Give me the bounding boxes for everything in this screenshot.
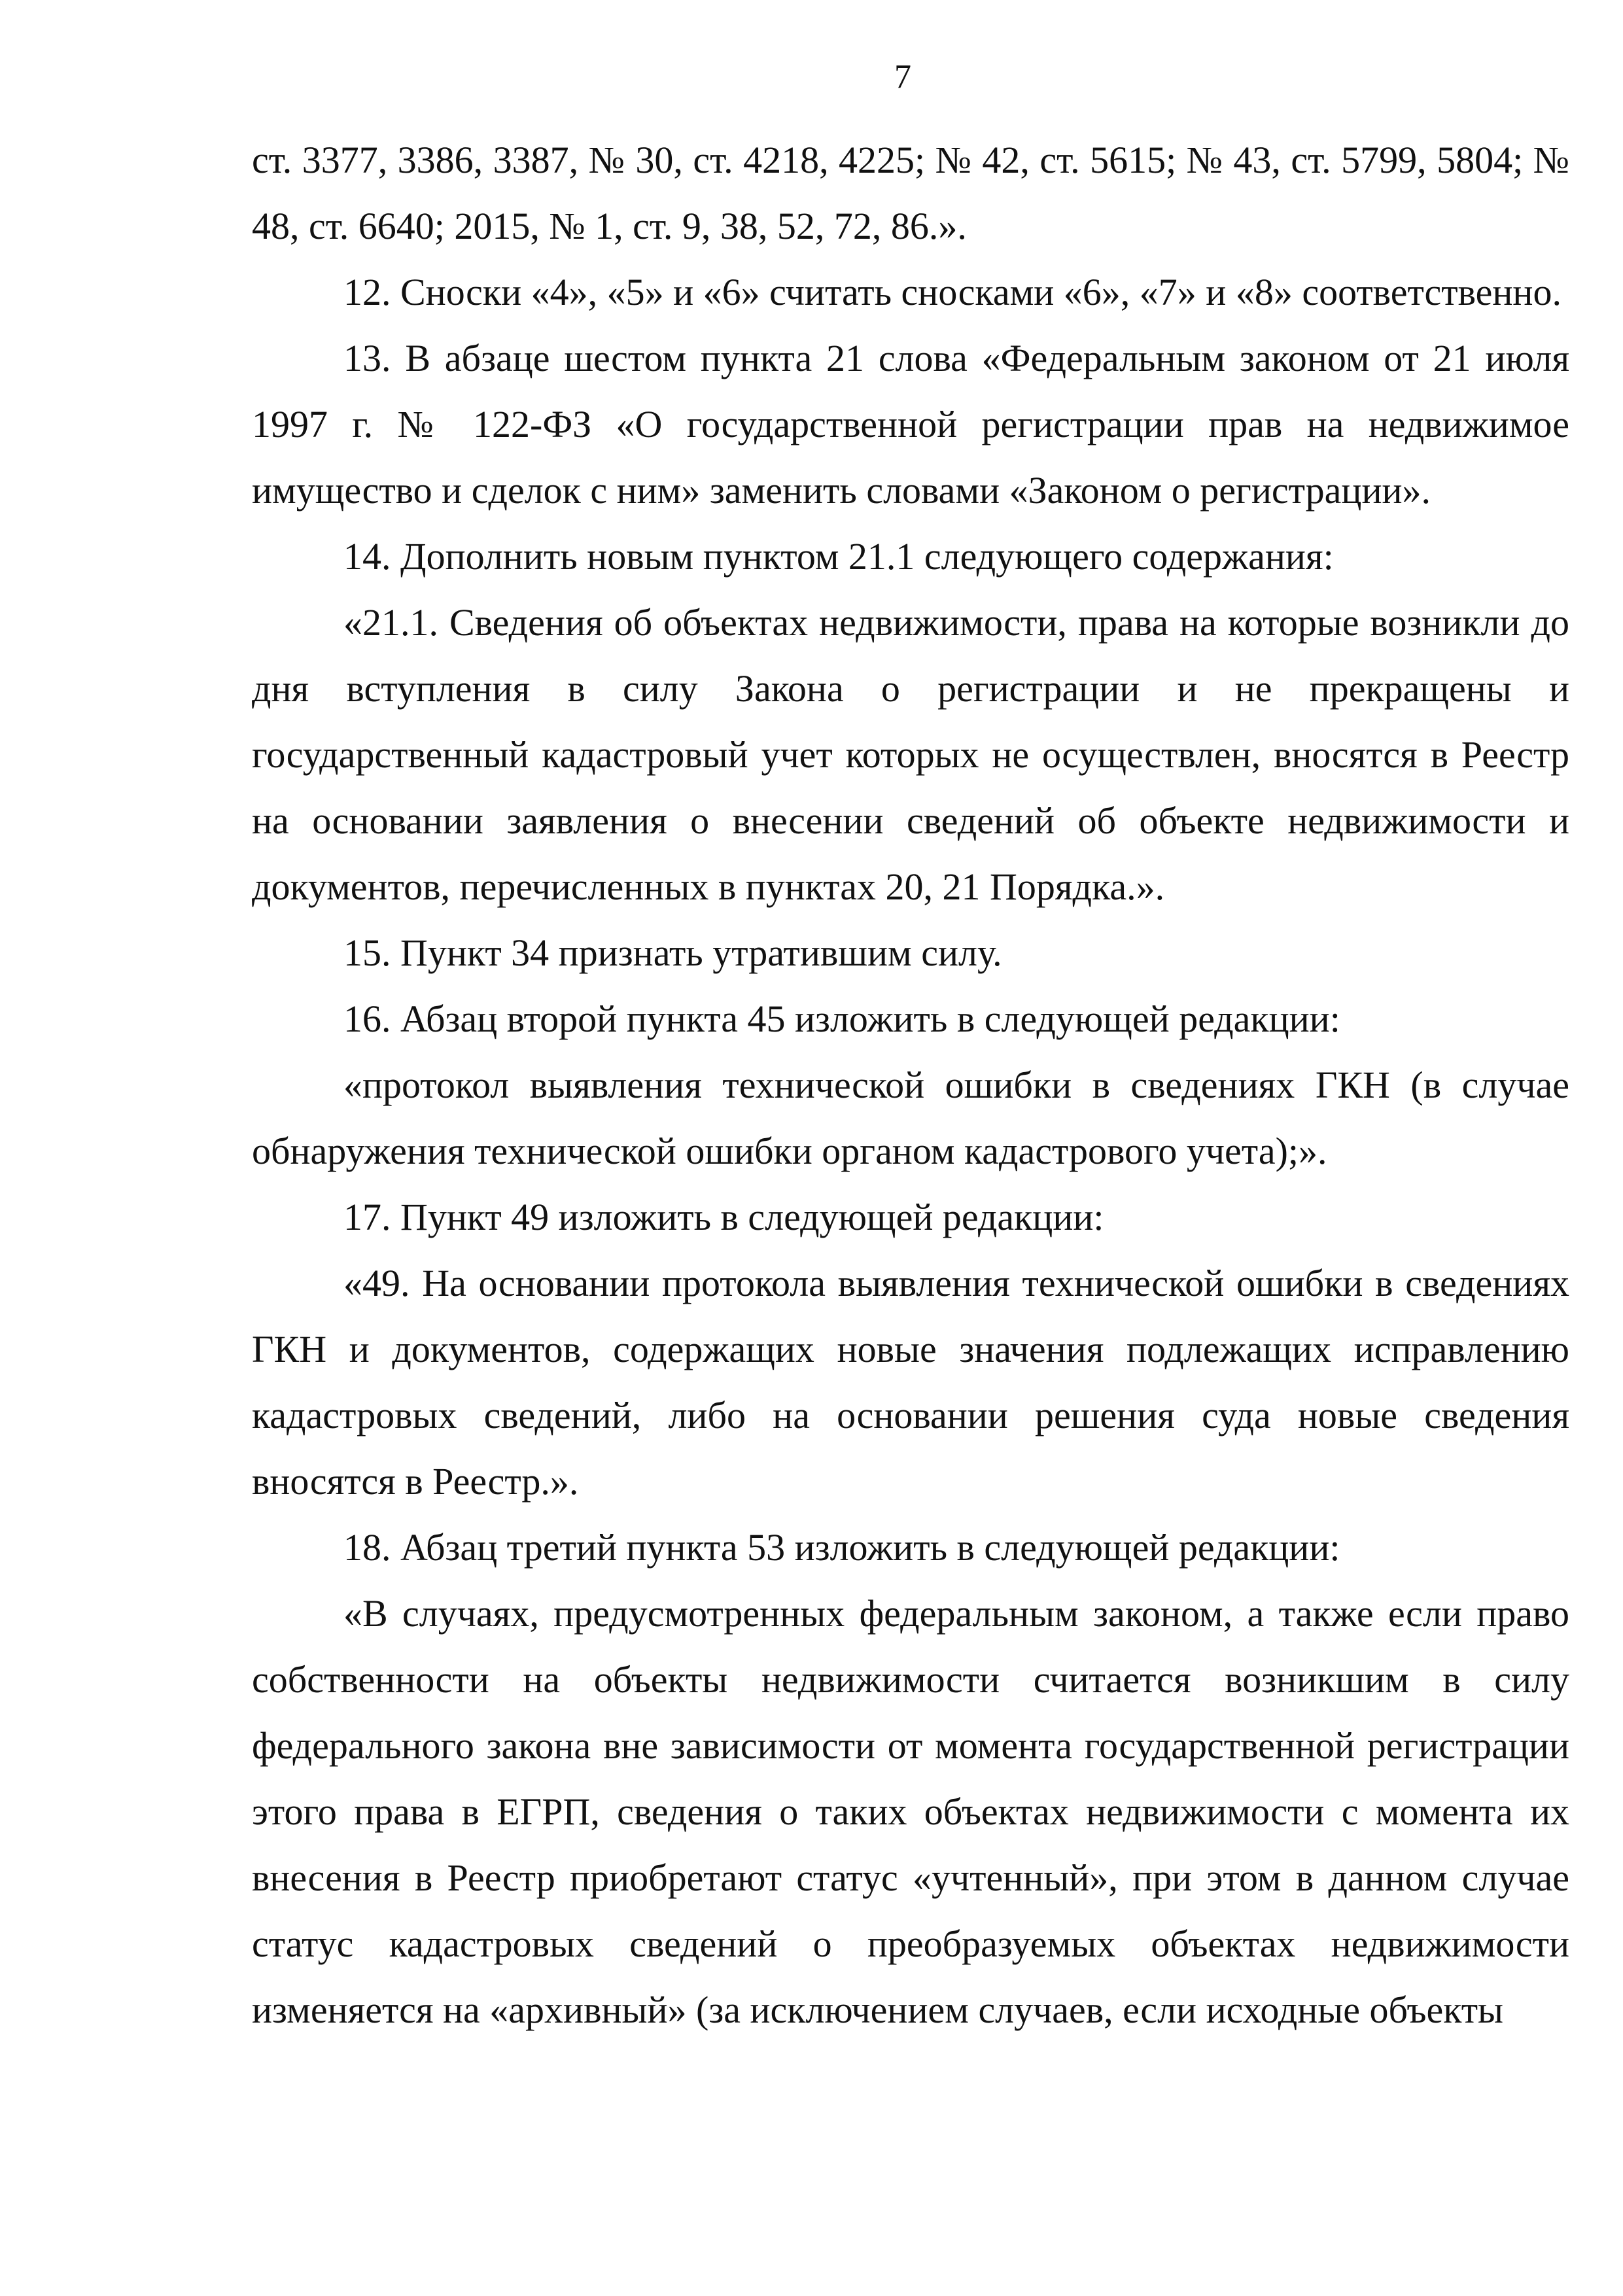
- paragraph-item-12: 12. Сноски «4», «5» и «6» считать сносками «6», «7» и «8» соответственно.: [343, 271, 1562, 313]
- paragraph-quote-49: «49. На основании протокола выявления технической ошибки в сведениях ГКН и документов, содержащих новые значения подлежащих исправлению кадастровых сведений, либо на основании решения суда новые сведения вносятся в Реестр.».: [252, 1262, 1569, 1503]
- paragraph-item-17: 17. Пункт 49 изложить в следующей редакции:: [343, 1196, 1104, 1238]
- document-body: [252, 127, 1569, 2043]
- paragraph-quote-21-1: «21.1. Сведения об объектах недвижимости, права на которые возникли до дня вступления в силу Закона о регистрации и не прекращены и государственный кадастровый учет которых не осуществлен, вносятся в Реестр на основании заявления о внесении сведений об объекте недвижимости и документов, перечисленных в пунктах 20, 21 Порядка.».: [252, 601, 1569, 908]
- paragraph-quote-protocol: «протокол выявления технической ошибки в сведениях ГКН (в случае обнаружения технической ошибки органом кадастрового учета);».: [252, 1064, 1569, 1172]
- paragraph-item-15: 15. Пункт 34 признать утратившим силу.: [343, 931, 1002, 974]
- paragraph-item-18: 18. Абзац третий пункта 53 изложить в следующей редакции:: [343, 1526, 1340, 1569]
- paragraph-item-16: 16. Абзац второй пункта 45 изложить в следующей редакции:: [343, 998, 1340, 1040]
- page-number: 7: [894, 58, 911, 96]
- paragraph-item-13: 13. В абзаце шестом пункта 21 слова «Федеральным законом от 21 июля 1997 г. № 122-ФЗ «О государственной регистрации прав на недвижимое имущество и сделок с ним» заменить словами «Законом о регистрации».: [252, 337, 1569, 512]
- paragraph-quote-53: «В случаях, предусмотренных федеральным законом, а также если право собственности на объекты недвижимости считается возникшим в силу федерального закона вне зависимости от момента государственной регистрации этого права в ЕГРП, сведения о таких объектах недвижимости с момента их внесения в Реестр приобретают статус «учтенный», при этом в данном случае статус кадастровых сведений о преобразуемых объектах недвижимости изменяется на «архивный» (за исключением случаев, если исходные объекты: [252, 1592, 1569, 2031]
- paragraph-citation-continuation: ст. 3377, 3386, 3387, № 30, ст. 4218, 4225; № 42, ст. 5615; № 43, ст. 5799, 5804; № 48, ст. 6640; 2015, № 1, ст. 9, 38, 52, 72, 86.».: [252, 139, 1569, 247]
- paragraph-item-14: 14. Дополнить новым пунктом 21.1 следующего содержания:: [343, 535, 1334, 578]
